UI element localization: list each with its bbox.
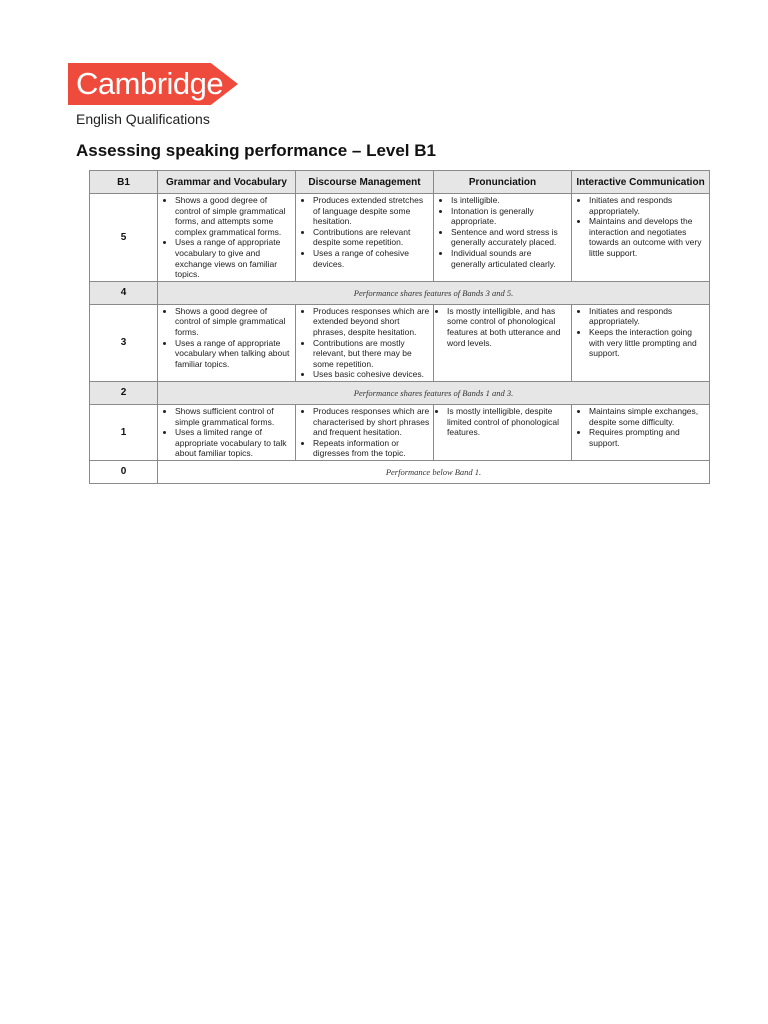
- criterion-item: • Produces responses which are characterised by short phrases and frequent hesitation.: [313, 406, 430, 438]
- shared-features-text: Performance shares features of Bands 3 and 5.: [158, 281, 710, 304]
- band-3-row: [90, 304, 710, 381]
- cambridge-logo: [68, 63, 238, 105]
- brand-subtitle: English Qualifications: [76, 111, 210, 127]
- logo-wordmark: Cambridge: [76, 66, 224, 101]
- assessment-table: [89, 170, 710, 484]
- interactive-cell: [572, 304, 710, 381]
- criterion-item: • Uses a limited range of appropriate vocabulary to talk about familiar topics.: [175, 427, 292, 459]
- criterion-item: • Shows a good degree of control of simple grammatical forms, and attempts some complex grammatical forms.: [175, 195, 292, 237]
- criterion-item: • Shows sufficient control of simple grammatical forms.: [175, 406, 292, 427]
- discourse-cell: [296, 194, 434, 282]
- criterion-item: • Uses a range of appropriate vocabulary when talking about familiar topics.: [175, 338, 292, 370]
- criterion-item: • Is mostly intelligible, and has some control of phonological features at both utterance and word levels.: [447, 306, 568, 348]
- band-number: 5: [90, 194, 158, 282]
- criterion-item: • Shows a good degree of control of simple grammatical forms.: [175, 306, 292, 338]
- grammar-cell: [158, 194, 296, 282]
- header-discourse: Discourse Management: [296, 171, 434, 194]
- criterion-item: • Contributions are mostly relevant, but there may be some repetition.: [313, 338, 430, 370]
- criterion-item: • Initiates and responds appropriately.: [589, 195, 706, 216]
- band-number: 2: [90, 381, 158, 404]
- discourse-cell: [296, 404, 434, 460]
- header-grammar: Grammar and Vocabulary: [158, 171, 296, 194]
- criterion-item: • Uses a range of cohesive devices.: [313, 248, 430, 269]
- below-band-text: Performance below Band 1.: [158, 460, 710, 483]
- header-pronunciation: Pronunciation: [434, 171, 572, 194]
- criterion-item: • Uses basic cohesive devices.: [313, 369, 430, 380]
- band-number: 1: [90, 404, 158, 460]
- criterion-item: • Repeats information or digresses from the topic.: [313, 438, 430, 459]
- grammar-cell: [158, 404, 296, 460]
- band-number: 0: [90, 460, 158, 483]
- interactive-cell: [572, 194, 710, 282]
- band-number: 4: [90, 281, 158, 304]
- header-interactive: Interactive Communication: [572, 171, 710, 194]
- pronunciation-cell: [434, 404, 572, 460]
- interactive-cell: [572, 404, 710, 460]
- criterion-item: • Contributions are relevant despite some repetition.: [313, 227, 430, 248]
- band-2-row: [90, 381, 710, 404]
- grammar-cell: [158, 304, 296, 381]
- shared-features-text: Performance shares features of Bands 1 and 3.: [158, 381, 710, 404]
- pronunciation-cell: [434, 194, 572, 282]
- criterion-item: • Initiates and responds appropriately.: [589, 306, 706, 327]
- criterion-item: • Uses a range of appropriate vocabulary to give and exchange views on familiar topics.: [175, 237, 292, 279]
- criterion-item: • Is mostly intelligible, despite limited control of phonological features.: [447, 406, 568, 438]
- criterion-item: • Individual sounds are generally articulated clearly.: [451, 248, 568, 269]
- band-4-row: [90, 281, 710, 304]
- criterion-item: • Maintains simple exchanges, despite some difficulty.: [589, 406, 706, 427]
- band-0-row: [90, 460, 710, 483]
- band-5-row: [90, 194, 710, 282]
- header-level: B1: [90, 171, 158, 194]
- pronunciation-cell: [434, 304, 572, 381]
- criterion-item: • Maintains and develops the interaction and negotiates towards an outcome with very little support.: [589, 216, 706, 258]
- criterion-item: • Is intelligible.: [451, 195, 568, 206]
- band-1-row: [90, 404, 710, 460]
- criterion-item: • Sentence and word stress is generally accurately placed.: [451, 227, 568, 248]
- criterion-item: • Requires prompting and support.: [589, 427, 706, 448]
- header-row: [90, 171, 710, 194]
- criterion-item: • Intonation is generally appropriate.: [451, 206, 568, 227]
- criterion-item: • Keeps the interaction going with very little prompting and support.: [589, 327, 706, 359]
- band-number: 3: [90, 304, 158, 381]
- page-title: Assessing speaking performance – Level B1: [76, 141, 436, 160]
- criterion-item: • Produces responses which are extended beyond short phrases, despite hesitation.: [313, 306, 430, 338]
- criterion-item: • Produces extended stretches of language despite some hesitation.: [313, 195, 430, 227]
- discourse-cell: [296, 304, 434, 381]
